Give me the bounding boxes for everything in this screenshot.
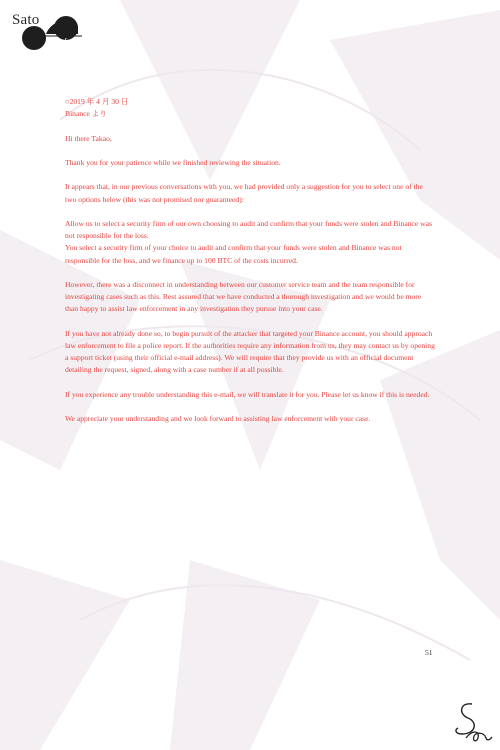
page-number: 51 <box>425 648 433 657</box>
letter-paragraph: If you experience any trouble understanding this e-mail, we will translate it for you. Please let us know if this is needed. <box>65 389 430 399</box>
letter-date: ○2019 年 4 月 30 日 <box>65 97 129 106</box>
signature-mark <box>450 700 496 744</box>
letter-body <box>65 96 435 438</box>
letter-greeting: Hi there Takao, <box>65 133 112 143</box>
logo-subtitle: Proof <box>48 36 67 46</box>
satoproof-logo <box>10 12 82 54</box>
letter-paragraph: However, there was a disconnect in understanding between our customer service team and the team responsible for investigating cases such as this. Rest assured that we have conducted a thorough investigation and we would be more than happy to assist law enforcement in any investigation they pursue into your case. <box>65 279 422 314</box>
letter-paragraph: It appears that, in our previous conversations with you, we had provided only a suggestion for you to select one of the two options below (this was not promised nor guaranteed): <box>65 182 423 204</box>
letter-option-1: Allow us to select a security firm of our own choosing to audit and confirm that your funds were stolen and Binance was not responsible for the loss. <box>65 218 432 241</box>
letter-option-2: You select a security firm of your choice to audit and confirm that your funds were stolen and Binance was not responsible for the loss, and we finance up to 100 BTC of the costs incurred. <box>65 243 402 265</box>
letter-sender: Binance より <box>65 109 107 119</box>
letter-paragraph: Thank you for your patience while we finished reviewing the situation. <box>65 157 281 167</box>
letter-paragraph: If you have not already done so, to begin pursuit of the attacker that targeted your Binance account, you should approach law enforcement to file a police report. If the authorities require any information from us, they may contact us by opening a support ticket (using their official e-mail address). We will require that they provide us with an official document detailing the request, signed, along with a case number if at all possible. <box>65 328 435 375</box>
letter-closing: We appreciate your understanding and we look forward to assisting law enforcement with your case. <box>65 414 371 424</box>
logo-wordmark: Sato <box>12 12 40 28</box>
